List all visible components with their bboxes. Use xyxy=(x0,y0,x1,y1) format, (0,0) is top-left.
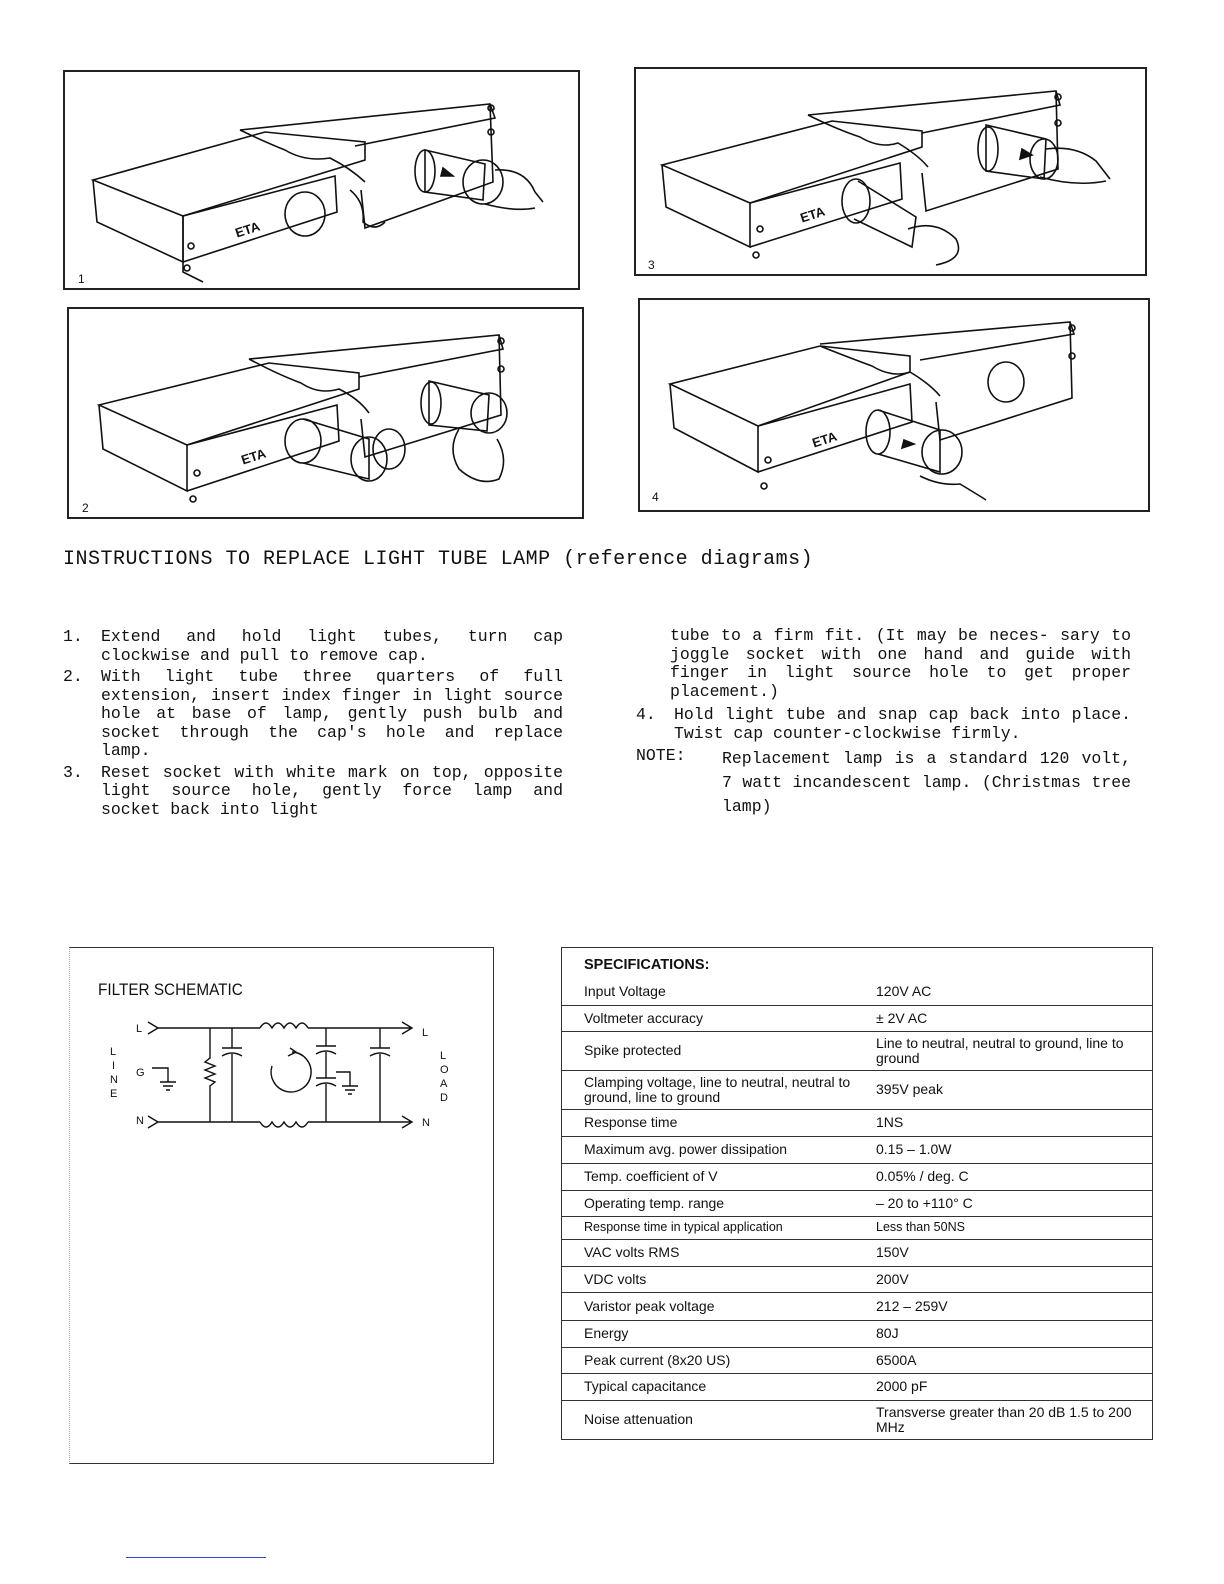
load-label-4: D xyxy=(440,1092,448,1104)
spec-value: 80J xyxy=(872,1320,1153,1347)
spec-value: – 20 to +110° C xyxy=(872,1190,1153,1216)
spec-value: 6500A xyxy=(872,1347,1153,1373)
spec-label: Operating temp. range xyxy=(562,1190,873,1216)
load-label-2: O xyxy=(440,1064,449,1076)
specifications-title: SPECIFICATIONS: xyxy=(561,947,1153,978)
spec-label: Varistor peak voltage xyxy=(562,1292,873,1320)
spec-row xyxy=(562,1266,1153,1292)
diagram-panel-2 xyxy=(67,307,584,519)
spec-row xyxy=(562,1292,1153,1320)
spec-label: Input Voltage xyxy=(562,978,873,1005)
spec-value: 150V xyxy=(872,1239,1153,1266)
instruction-step-1 xyxy=(63,628,563,665)
spec-label: Voltmeter accuracy xyxy=(562,1005,873,1031)
spec-label: Response time xyxy=(562,1109,873,1136)
load-label-3: A xyxy=(440,1078,448,1090)
spec-row xyxy=(562,1347,1153,1373)
diagram-3-number: 3 xyxy=(648,258,655,272)
spec-value: Line to neutral, neutral to ground, line to ground xyxy=(872,1031,1153,1070)
spec-row xyxy=(562,1373,1153,1400)
diagram-panel-3 xyxy=(634,67,1147,276)
step-1-number: 1. xyxy=(63,627,83,646)
spec-row xyxy=(562,978,1153,1005)
spec-label: Peak current (8x20 US) xyxy=(562,1347,873,1373)
spec-row xyxy=(562,1070,1153,1109)
diagram-4-number: 4 xyxy=(652,490,659,504)
diagram-2-number: 2 xyxy=(82,501,89,515)
diagram-1-number: 1 xyxy=(78,272,85,286)
instruction-step-2 xyxy=(63,668,563,761)
note-text: Replacement lamp is a standard 120 volt, 7 watt incandescent lamp. (Christmas tree lamp) xyxy=(722,749,1131,816)
instruction-step-4 xyxy=(636,706,1131,743)
spec-row xyxy=(562,1400,1153,1439)
spec-value: 395V peak xyxy=(872,1070,1153,1109)
step-2-text: With light tube three quarters of full extension, insert index finger in light source hole at base of lamp, gently push bulb and socket through the cap's hole and replace lamp. xyxy=(101,667,563,760)
line-label-1: L xyxy=(110,1046,117,1058)
spec-row xyxy=(562,1320,1153,1347)
spec-label: Temp. coefficient of V xyxy=(562,1163,873,1190)
spec-row xyxy=(562,1005,1153,1031)
spec-value: 200V xyxy=(872,1266,1153,1292)
diagram-4-drawing xyxy=(640,300,1148,510)
step-4-text: Hold light tube and snap cap back into place. Twist cap counter-clockwise firmly. xyxy=(674,705,1131,743)
spec-label: Spike protected xyxy=(562,1031,873,1070)
diagram-3-drawing xyxy=(636,69,1145,274)
instructions-left-column xyxy=(63,628,563,822)
spec-value: 120V AC xyxy=(872,978,1153,1005)
spec-value: 212 – 259V xyxy=(872,1292,1153,1320)
input-n-label: N xyxy=(136,1115,144,1127)
output-n-label: N xyxy=(422,1117,430,1129)
footer-rule xyxy=(126,1557,266,1558)
instruction-step-3 xyxy=(63,764,563,820)
spec-row xyxy=(562,1136,1153,1163)
spec-label: Clamping voltage, line to neutral, neutral to ground, line to ground xyxy=(562,1070,873,1109)
diagram-2-drawing xyxy=(69,309,582,517)
output-l-label: L xyxy=(422,1027,429,1039)
note xyxy=(636,747,1131,819)
line-label-2: I xyxy=(112,1060,116,1072)
step-2-number: 2. xyxy=(63,667,83,686)
filter-schematic-diagram xyxy=(100,1008,470,1148)
line-label-4: E xyxy=(110,1088,118,1100)
spec-value: Less than 50NS xyxy=(872,1216,1153,1239)
spec-row xyxy=(562,1216,1153,1239)
filter-schematic-box xyxy=(69,947,494,1464)
diagram-panel-4 xyxy=(638,298,1150,512)
spec-row xyxy=(562,1109,1153,1136)
spec-row xyxy=(562,1239,1153,1266)
spec-label: VDC volts xyxy=(562,1266,873,1292)
diagram-panel-1 xyxy=(63,70,580,290)
spec-label: Response time in typical application xyxy=(562,1216,873,1239)
input-l-label: L xyxy=(136,1023,143,1035)
load-label-1: L xyxy=(440,1050,447,1062)
diagram-1-brand: ETA xyxy=(233,218,262,241)
diagram-1-drawing xyxy=(65,72,578,288)
step-3-text: Reset socket with white mark on top, opposite light source hole, gently force lamp and socket back into light xyxy=(101,762,563,819)
spec-value: 0.05% / deg. C xyxy=(872,1163,1153,1190)
spec-value: 1NS xyxy=(872,1109,1153,1136)
spec-label: Energy xyxy=(562,1320,873,1347)
diagram-4-brand: ETA xyxy=(810,428,839,451)
instructions-right-column xyxy=(636,627,1131,819)
spec-value: ± 2V AC xyxy=(872,1005,1153,1031)
spec-row xyxy=(562,1163,1153,1190)
step-1-text: Extend and hold light tubes, turn cap clockwise and pull to remove cap. xyxy=(101,627,563,665)
step-4-number: 4. xyxy=(636,705,656,724)
spec-label: Maximum avg. power dissipation xyxy=(562,1136,873,1163)
step-3-number: 3. xyxy=(63,762,83,782)
spec-label: VAC volts RMS xyxy=(562,1239,873,1266)
specifications-table xyxy=(561,947,1153,1440)
diagram-2-brand: ETA xyxy=(239,445,268,468)
diagram-3-brand: ETA xyxy=(798,203,827,226)
line-label-3: N xyxy=(110,1074,118,1086)
spec-row xyxy=(562,1190,1153,1216)
input-g-label: G xyxy=(136,1067,145,1079)
spec-value: Transverse greater than 20 dB 1.5 to 200 MHz xyxy=(872,1400,1153,1439)
note-label: NOTE: xyxy=(636,746,686,765)
specifications-body xyxy=(562,978,1153,1439)
spec-label: Typical capacitance xyxy=(562,1373,873,1400)
page-heading: INSTRUCTIONS TO REPLACE LIGHT TUBE LAMP (reference diagrams) xyxy=(63,548,814,571)
schematic-title: FILTER SCHEMATIC xyxy=(98,980,243,999)
spec-value: 2000 pF xyxy=(872,1373,1153,1400)
step-3-continuation: tube to a firm fit. (It may be neces- sary to joggle socket with one hand and guide with finger in light source hole to get proper placement.) xyxy=(670,626,1131,701)
spec-row xyxy=(562,1031,1153,1070)
spec-value: 0.15 – 1.0W xyxy=(872,1136,1153,1163)
spec-label: Noise attenuation xyxy=(562,1400,873,1439)
